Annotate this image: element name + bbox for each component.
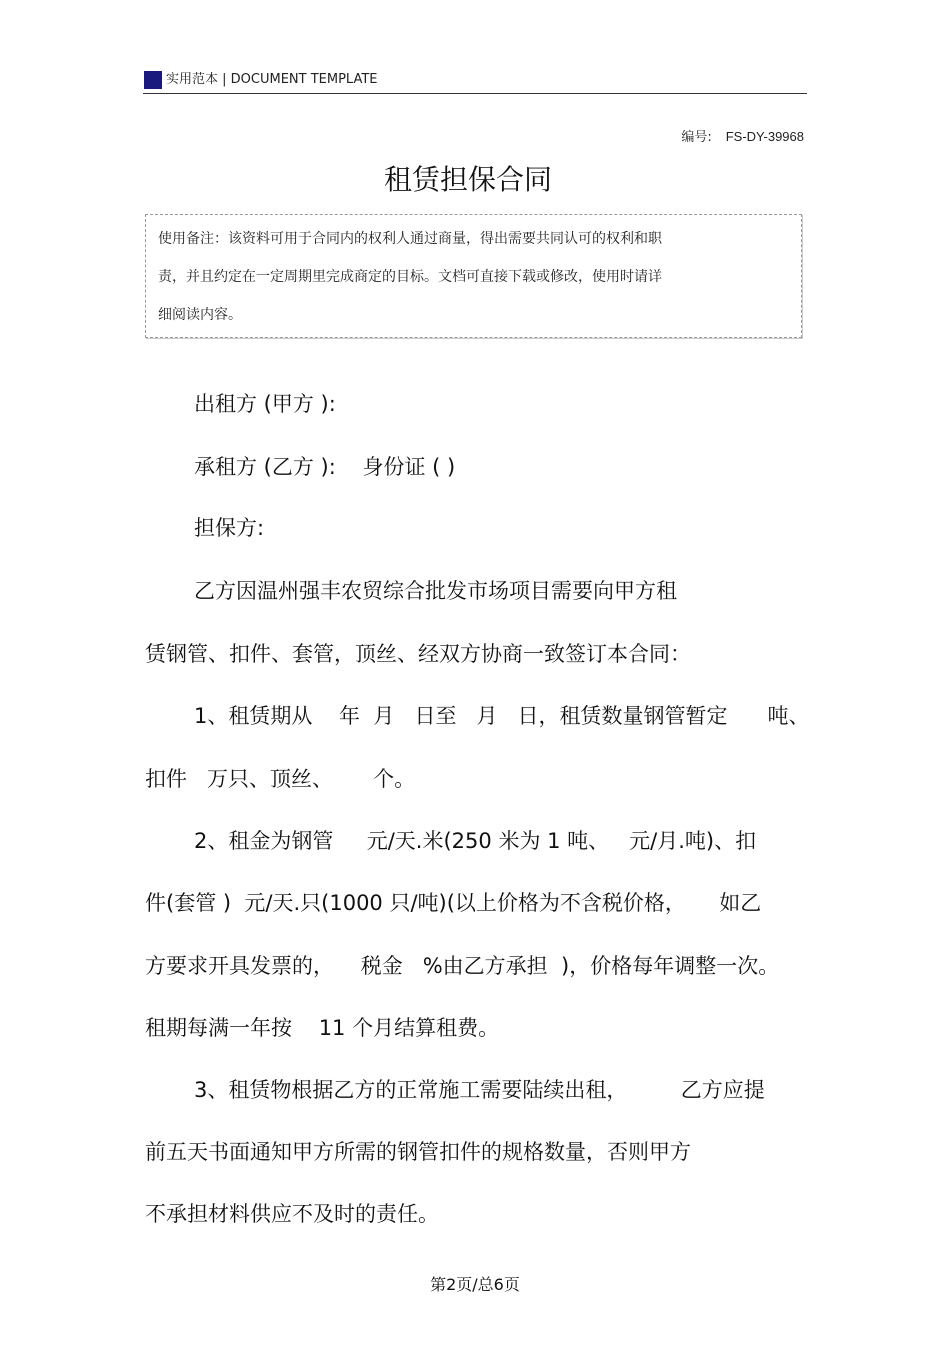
clause-2-line: 2、租金为钢管 元/天.米(250 米为 1 吨、 元/月.吨)、扣	[194, 829, 757, 853]
clause-3-line: 不承担材料供应不及时的责任。	[145, 1202, 439, 1226]
logo-square	[144, 71, 162, 89]
clause-3-line: 前五天书面通知甲方所需的钢管扣件的规格数量，否则甲方	[145, 1140, 691, 1164]
note-line: 责，并且约定在一定周期里完成商定的目标。文档可直接下载或修改，使用时请详	[158, 269, 662, 285]
paragraph-line: 赁钢管、扣件、套管，顶丝、经双方协商一致签订本合同：	[145, 642, 691, 666]
paragraph-line: 乙方因温州强丰农贸综合批发市场项目需要向甲方租	[194, 579, 677, 603]
doc-number-value: FS-DY-39968	[725, 129, 804, 144]
page-title: 租赁担保合同	[383, 163, 552, 196]
clause-1-line: 扣件 万只、顶丝、 个。	[145, 767, 416, 791]
guarantor-line: 担保方:	[194, 516, 265, 540]
lessor-line: 出租方 (甲方 ):	[194, 392, 336, 416]
header-divider	[143, 93, 807, 94]
note-line: 使用备注：该资料可用于合同内的权利人通过商量，得出需要共同认可的权利和职	[158, 231, 662, 247]
usage-note-box	[145, 214, 802, 338]
doc-number-label: 编号:	[681, 130, 712, 145]
note-line: 细阅读内容。	[158, 307, 242, 323]
doc-number	[681, 126, 804, 145]
header-label: 实用范本 | DOCUMENT TEMPLATE	[166, 72, 378, 87]
clause-2-line: 租期每满一年按 11 个月结算租费。	[145, 1016, 500, 1040]
clause-1-line: 1、租赁期从 年 月 日至 月 日，租赁数量钢管暂定 吨、	[194, 704, 810, 728]
clause-3-line: 3、租赁物根据乙方的正常施工需要陆续出租， 乙方应提	[194, 1078, 765, 1102]
clause-2-line: 件(套管 ) 元/天.只(1000 只/吨)(以上价格为不含税价格， 如乙	[145, 891, 762, 915]
clause-2-line: 方要求开具发票的， 税金 %由乙方承担 )，价格每年调整一次。	[145, 954, 780, 978]
page-footer: 第2页/总6页	[430, 1275, 520, 1294]
lessee-line: 承租方 (乙方 ): 身份证 ( )	[194, 455, 456, 479]
